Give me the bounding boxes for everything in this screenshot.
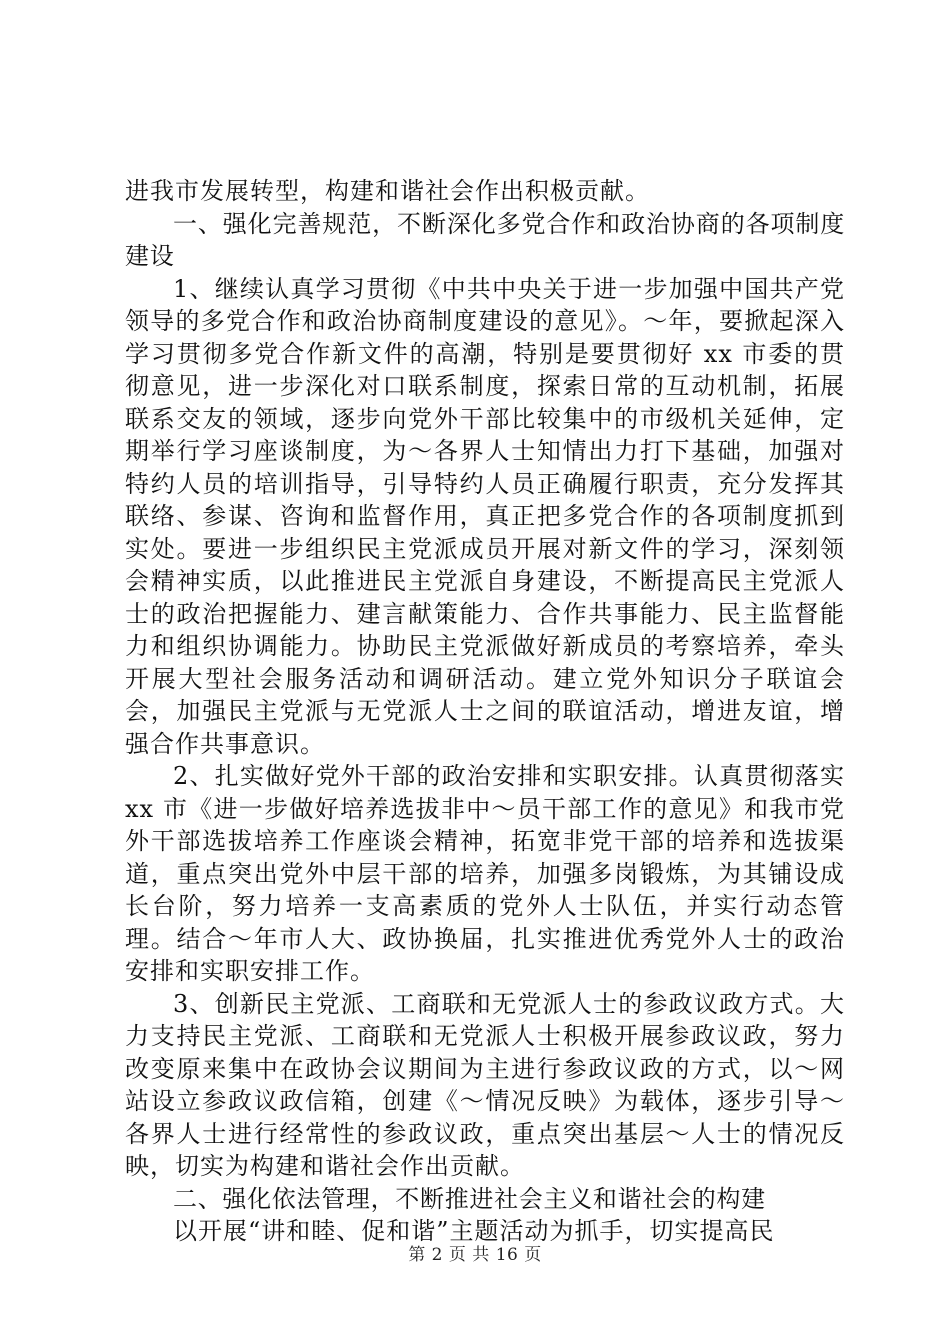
section-heading-2: 二、强化依法管理，不断推进社会主义和谐社会的构建 xyxy=(173,1184,766,1213)
paragraph-continuation: 进我市发展转型，构建和谐社会作出积极贡献。 xyxy=(125,177,650,205)
document-body xyxy=(125,175,845,1248)
section-heading-1: 一、强化完善规范，不断深化多党合作和政治协商的各项制度建设 xyxy=(125,209,845,270)
paragraph-item-2: 2、扎实做好党外干部的政治安排和实职安排。认真贯彻落实 xx 市《进一步做好培养选拔非中～员干部工作的意见》和我市党外干部选拔培养工作座谈会精神，拓宽非党干部的培养和选拔渠道，重点突出党外中层干部的培养，加强多岗锻炼，为其铺设成长台阶，努力培养一支高素质的党外人士队伍，并实行动态管理。结合～年市人大、政协换届，扎实推进优秀党外人士的政治安排和实职安排工作。 xyxy=(125,762,845,985)
paragraph-item-1: 1、继续认真学习贯彻《中共中央关于进一步加强中国共产党领导的多党合作和政治协商制度建设的意见》。～年，要掀起深入学习贯彻多党合作新文件的高潮，特别是要贯彻好 xx 市委的贯彻意见，进一步深化对口联系制度，探索日常的互动机制，拓展联系交友的领域，逐步向党外干部比较集中的市级机关延伸，定期举行学习座谈制度，为～各界人士知情出力打下基础，加强对特约人员的培训指导，引导特约人员正确履行职责，充分发挥其联络、参谋、咨询和监督作用，真正把多党合作的各项制度抓到实处。要进一步组织民主党派成员开展对新文件的学习，深刻领会精神实质，以此推进民主党派自身建设，不断提高民主党派人士的政治把握能力、建言献策能力、合作共事能力、民主监督能力和组织协调能力。协助民主党派做好新成员的考察培养，牵头开展大型社会服务活动和调研活动。建立党外知识分子联谊会会，加强民主党派与无党派人士之间的联谊活动，增进友谊，增强合作共事意识。 xyxy=(125,274,845,758)
paragraph-section-2-start: 以开展“讲和睦、促和谐”主题活动为抓手，切实提高民 xyxy=(173,1217,775,1245)
paragraph-item-3: 3、创新民主党派、工商联和无党派人士的参政议政方式。大力支持民主党派、工商联和无党派人士积极开展参政议政，努力改变原来集中在政协会议期间为主进行参政议政的方式，以～网站设立参政议政信箱，创建《～情况反映》为载体，逐步引导～各界人士进行经常性的参政议政，重点突出基层～人士的情况反映，切实为构建和谐社会作出贡献。 xyxy=(125,989,845,1180)
page-number-footer: 第 2 页 共 16 页 xyxy=(408,1245,542,1265)
